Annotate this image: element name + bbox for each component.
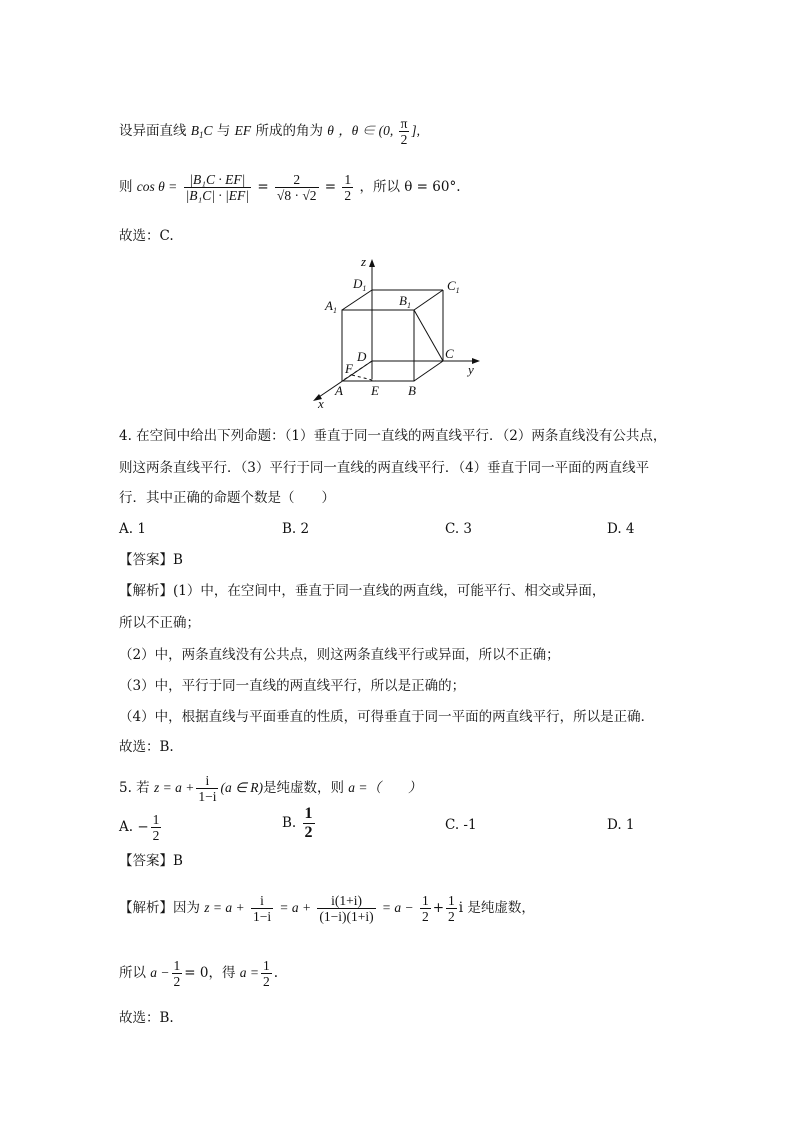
fraction-i-over-1-minus-i: $\frac{i}{1-i}$ xyxy=(198,773,217,804)
fraction-half: $\frac{1}{2}$ xyxy=(344,172,352,203)
fraction-vector: $\frac{\text{|B₁C · EF|}}{\text{|B₁C| · |EF|}}$ xyxy=(185,172,250,203)
fraction-2-root: $\frac{2}{√8 \cdot √2}$ xyxy=(276,172,317,203)
q5-option-c: C. -1 xyxy=(445,817,477,833)
cube-diagram xyxy=(310,255,490,410)
edge-b1c1 xyxy=(414,290,443,310)
text: 设异面直线 xyxy=(119,123,187,139)
label-e: E xyxy=(371,383,379,398)
math: a − xyxy=(150,965,170,980)
label-b: B xyxy=(408,383,416,398)
q5-so xyxy=(119,958,278,989)
math-ef: EF xyxy=(234,123,252,138)
fraction: $\frac{1}{2}$ xyxy=(421,893,429,924)
label-b1: $B_1$ xyxy=(399,293,411,310)
label-a1: $A_1$ xyxy=(325,298,337,315)
fraction: $\frac{1}{2}$ xyxy=(448,893,455,924)
label-f: F xyxy=(345,361,353,376)
math-condition: (a ∈ R) xyxy=(220,780,263,795)
fraction-pi-over-2: $\frac{\pi}{2}$ xyxy=(400,116,408,147)
q5-stem xyxy=(119,773,422,804)
q5-choose: 故选：B. xyxy=(119,1010,174,1026)
q4-option-c: C. 3 xyxy=(445,521,473,537)
math-b1: $B_1C$ xyxy=(190,123,213,140)
fraction: $\frac{1}{2}$ xyxy=(173,958,181,989)
math-z: z = a + xyxy=(153,780,195,795)
fraction: $\frac{i(1+i)}{(1-i)(1+i)}$ xyxy=(319,893,374,924)
q4-option-b: B. 2 xyxy=(282,521,310,537)
math-a: a =（ ） xyxy=(348,780,422,795)
label-c: C xyxy=(445,346,454,361)
math-theta: θ xyxy=(327,123,334,138)
q4-answer: 【答案】B xyxy=(119,552,183,568)
math-close: ], xyxy=(411,123,421,138)
text: . xyxy=(273,965,279,981)
math: = a − xyxy=(381,900,414,915)
text: 是纯虚数，则 xyxy=(262,780,344,796)
q4-stem-2: 则这两条直线平行．（3）平行于同一直线的两直线平行．（4）垂直于同一平面的两直线平 xyxy=(119,460,650,476)
q4-stem-1: 4. 在空间中给出下列命题：（1）垂直于同一直线的两直线平行．（2）两条直线没有公共点， xyxy=(119,428,667,444)
text-line-angle xyxy=(119,116,420,147)
math-cos: cos θ = xyxy=(136,179,178,194)
label-d: D xyxy=(357,349,367,364)
text: 所以 xyxy=(119,965,146,981)
text: 所成的角为 xyxy=(255,123,323,139)
q4-option-d: D. 4 xyxy=(607,521,635,537)
fraction: $\frac{i}{1-i}$ xyxy=(252,893,272,924)
q4-analysis-4: （3）中，平行于同一直线的两直线平行，所以是正确的； xyxy=(119,678,466,694)
q4-analysis-1: 【解析】(1）中，在空间中，垂直于同一直线的两直线，可能平行、相交或异面， xyxy=(119,583,606,599)
edge-a1d1 xyxy=(342,290,372,310)
equals: = xyxy=(324,179,337,195)
text: 则 xyxy=(119,179,133,195)
text: 与 xyxy=(216,123,231,139)
z-arrow xyxy=(369,259,375,267)
text: 5. 若 xyxy=(119,780,150,796)
fraction-half: $\frac{1}{2}$ xyxy=(152,812,160,843)
math: a = xyxy=(239,965,260,980)
label-z: z xyxy=(361,255,367,269)
text-line-cos xyxy=(119,172,461,203)
q5-option-d: D. 1 xyxy=(607,817,635,833)
text: ，所以 θ = 60°. xyxy=(359,179,461,195)
math: + xyxy=(432,900,445,916)
q4-option-a: A. 1 xyxy=(119,521,146,537)
diagonal-b1c xyxy=(414,310,443,361)
equals: = xyxy=(257,179,269,195)
text: = 0，得 xyxy=(184,965,236,981)
label-y: y xyxy=(468,362,474,377)
label-c1: $C_1$ xyxy=(447,278,460,295)
q4-choose: 故选：B. xyxy=(119,739,174,755)
math-range: ，θ ∈ (0, xyxy=(338,123,397,138)
fraction: $\frac{1}{2}$ xyxy=(263,958,270,989)
math: z = a + xyxy=(204,900,245,915)
text: 【解析】因为 xyxy=(119,900,200,916)
label-d1: $D_1$ xyxy=(353,276,367,293)
q5-option-a: A. − $\frac{1}{2}$ xyxy=(119,812,160,843)
x-axis xyxy=(316,361,372,399)
edge-bc xyxy=(414,361,443,381)
fraction-half: $\frac{1}{2}$ xyxy=(304,805,313,841)
label-a: A xyxy=(335,383,343,398)
q4-stem-3: 行．其中正确的命题个数是（ ） xyxy=(119,490,335,506)
text-choose-c: 故选：C. xyxy=(119,228,174,244)
label-x: x xyxy=(318,396,324,410)
math: = a + xyxy=(279,900,312,915)
q5-analysis xyxy=(119,893,535,924)
q5-answer: 【答案】B xyxy=(119,853,183,869)
math: i xyxy=(458,900,464,916)
q4-analysis-3: （2）中，两条直线没有公共点，则这两条直线平行或异面，所以不正确； xyxy=(119,647,560,663)
q4-analysis-5: （4）中，根据直线与平面垂直的性质，可得垂直于同一平面的两直线平行，所以是正确． xyxy=(119,709,655,725)
text: 是纯虚数， xyxy=(467,900,535,916)
q4-analysis-2: 所以不正确； xyxy=(119,615,200,631)
q5-option-b: B. $\frac{1}{2}$ xyxy=(282,805,313,841)
